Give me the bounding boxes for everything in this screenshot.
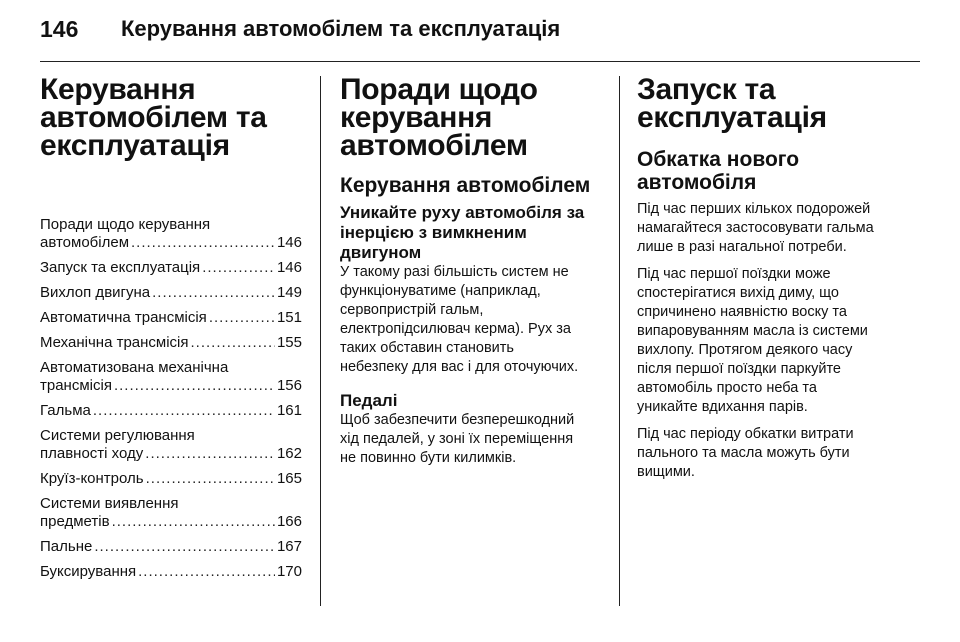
subsection-heading-line: Обкатка нового [637, 148, 800, 171]
toc-entry-page: 151 [276, 309, 302, 326]
text-line: Під час перших кількох подорожей [637, 201, 871, 217]
text-line: Під час періоду обкатки витрати [637, 426, 854, 442]
toc-entry-page: 162 [276, 445, 302, 462]
topic-heading-pedals: Педалі [340, 391, 398, 410]
text-line: функціонуватиме (наприклад, [340, 283, 541, 299]
toc-entry-page: 149 [276, 284, 302, 301]
section-title-line: експлуатація [637, 101, 827, 134]
subsection-heading-line: автомобіля [637, 171, 757, 194]
toc-entry-title: трансмісія [40, 377, 112, 394]
page-number: 146 [40, 16, 79, 42]
text-line: сервопристрій гальм, [340, 302, 484, 318]
topic-heading-line: Уникайте руху автомобіля за [340, 203, 585, 222]
toc-leader-dots [131, 234, 275, 251]
toc-entry-title: Круїз-контроль [40, 470, 144, 487]
toc-entry-page: 155 [276, 334, 302, 351]
column-driving-tips [340, 73, 606, 476]
toc-leader-dots [209, 309, 275, 326]
text-line: пального та масла можуть бути [637, 445, 850, 461]
text-line: випаровуванням масла із системи [637, 323, 868, 339]
toc-entry-title: Буксирування [40, 563, 137, 580]
text-line: Щоб забезпечити безперешкодний [340, 412, 575, 428]
toc-entry[interactable] [40, 259, 302, 276]
toc-entry-title-line: Системи виявлення [40, 495, 179, 512]
column-chapter-contents [40, 73, 302, 588]
running-title: Керування автомобілем та експлуатація [121, 16, 561, 41]
paragraph-braking [637, 200, 905, 257]
toc-entry-page: 165 [276, 470, 302, 487]
text-line: вихлопу. Протягом деякого часу [637, 342, 853, 358]
toc-entry-title: Запуск та експлуатація [40, 259, 201, 276]
toc-entry-page: 170 [276, 563, 302, 580]
text-line: намагайтеся застосовувати гальма [637, 220, 874, 236]
toc-leader-dots [191, 334, 275, 351]
section-title-line: Поради щодо [340, 73, 538, 106]
text-line: не повинно бути килимків. [340, 450, 517, 466]
toc-entry-title: Механічна трансмісія [40, 334, 189, 351]
toc-entry-page: 156 [276, 377, 302, 394]
paragraph-coasting [340, 263, 606, 377]
section-title-line: Запуск та [637, 73, 776, 106]
text-line: спостерігатися вихід диму, що [637, 285, 839, 301]
text-line: автомобіль просто неба та [637, 380, 817, 396]
toc-leader-dots [138, 563, 275, 580]
text-line: після першої поїздки паркуйте [637, 361, 841, 377]
chapter-title [40, 73, 302, 162]
paragraph-pedals [340, 411, 606, 468]
toc-entry[interactable] [40, 427, 302, 462]
column-divider-1 [320, 76, 321, 606]
section-title [340, 73, 606, 162]
toc-entry-page: 146 [276, 234, 302, 251]
toc-entry-title: Гальма [40, 402, 91, 419]
toc-entry-title-line: Поради щодо керування [40, 216, 211, 233]
toc-leader-dots [114, 377, 275, 394]
text-line: уникайте вдихання парів. [637, 399, 808, 415]
text-line: небезпеку для вас і для оточуючих. [340, 359, 579, 375]
text-line: У такому разі більшість систем не [340, 264, 569, 280]
topic-heading-line: інерцією з вимкненим [340, 223, 527, 242]
toc-leader-dots [93, 402, 275, 419]
section-title-line: керування [340, 101, 493, 134]
paragraph-smoke [637, 265, 905, 417]
toc-entry[interactable] [40, 538, 302, 555]
paragraph-consumption [637, 425, 905, 482]
text-line: таких обставин становить [340, 340, 514, 356]
toc-entry-title: предметів [40, 513, 110, 530]
toc-entry-title-line: Системи регулювання [40, 427, 195, 444]
toc-leader-dots [152, 284, 275, 301]
toc-entry-page: 161 [276, 402, 302, 419]
header-rule [40, 61, 920, 62]
column-starting-operation [637, 73, 905, 490]
section-title [637, 73, 905, 134]
toc-entry[interactable] [40, 309, 302, 326]
text-line: вищими. [637, 464, 695, 480]
chapter-title-line: автомобілем та [40, 101, 267, 134]
topic-heading-line: двигуном [340, 243, 422, 262]
toc-entry[interactable] [40, 402, 302, 419]
toc-entry[interactable] [40, 563, 302, 580]
topic-heading [340, 203, 606, 263]
toc-entry-page: 146 [276, 259, 302, 276]
toc-entry-title-line: Автоматизована механічна [40, 359, 229, 376]
text-line: Під час першої поїздки може [637, 266, 831, 282]
page-header [40, 14, 920, 50]
toc-entry-page: 167 [276, 538, 302, 555]
toc-entry[interactable] [40, 359, 302, 394]
toc-leader-dots [94, 538, 275, 555]
column-divider-2 [619, 76, 620, 606]
subsection-heading [637, 148, 905, 194]
toc-entry-page: 166 [276, 513, 302, 530]
section-title-line: автомобілем [340, 129, 528, 162]
toc-leader-dots [145, 445, 275, 462]
toc-entry[interactable] [40, 216, 302, 251]
subsection-heading: Керування автомобілем [340, 174, 591, 197]
text-line: електропідсилювач керма). Рух за [340, 321, 571, 337]
toc-entry-title: плавності ходу [40, 445, 144, 462]
toc-entry-title: Пальне [40, 538, 93, 555]
text-line: хід педалей, у зоні їх переміщення [340, 431, 574, 447]
toc-entry[interactable] [40, 470, 302, 487]
toc-entry-title: Автоматична трансмісія [40, 309, 207, 326]
table-of-contents [40, 216, 302, 580]
text-line: лише в разі нагальної потреби. [637, 239, 847, 255]
toc-entry[interactable] [40, 495, 302, 530]
text-line: спричинено наявністю воску та [637, 304, 847, 320]
toc-entry[interactable] [40, 334, 302, 351]
toc-leader-dots [112, 513, 275, 530]
chapter-title-line: експлуатація [40, 129, 230, 162]
toc-leader-dots [146, 470, 275, 487]
toc-leader-dots [202, 259, 275, 276]
toc-entry-title: Вихлоп двигуна [40, 284, 151, 301]
toc-entry[interactable] [40, 284, 302, 301]
chapter-title-line: Керування [40, 73, 196, 106]
toc-entry-title: автомобілем [40, 234, 130, 251]
